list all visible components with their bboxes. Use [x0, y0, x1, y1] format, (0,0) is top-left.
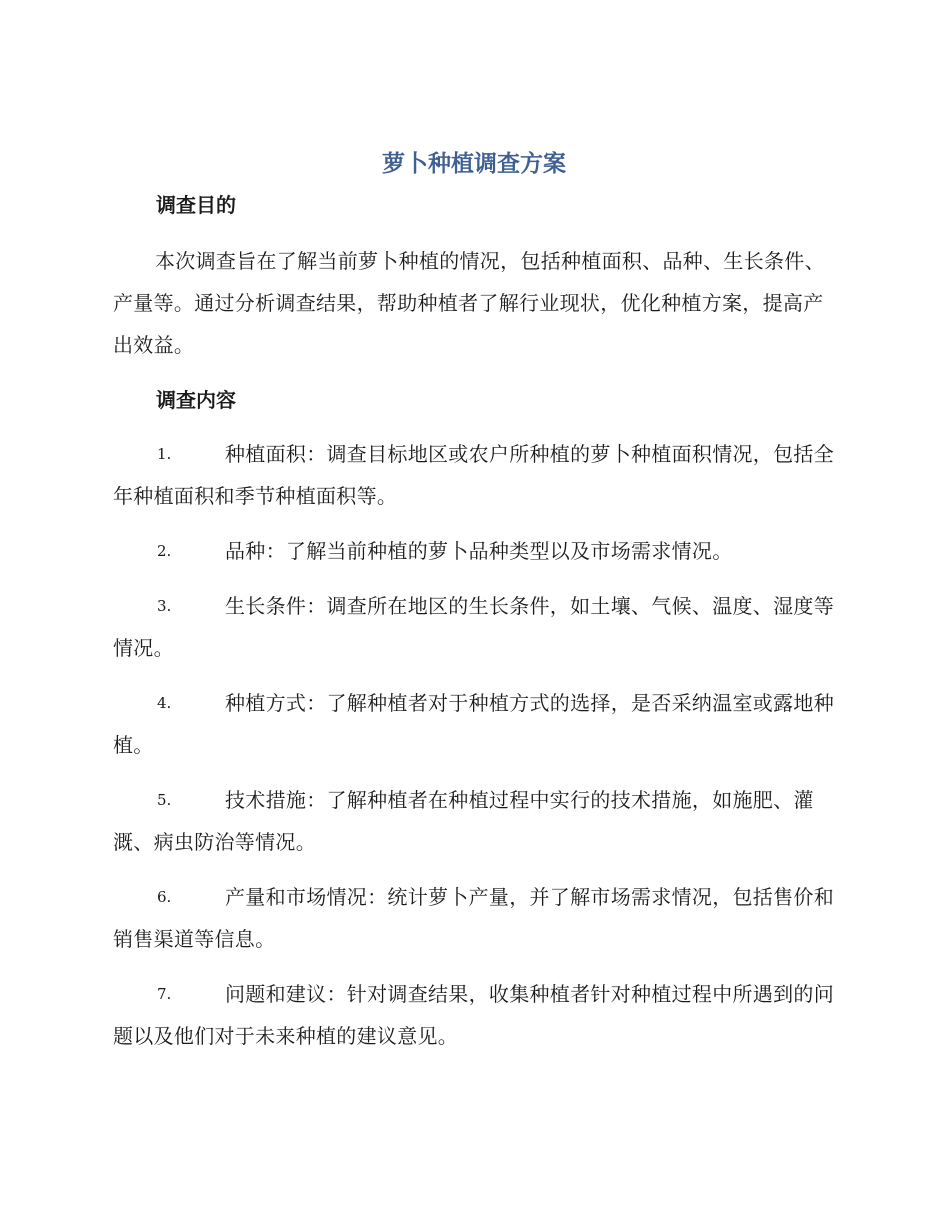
list-item-text: 产量和市场情况：统计萝卜产量，并了解市场需求情况，包括售价和销售渠道等信息。 [113, 885, 834, 951]
list-item-number: 7. [157, 985, 172, 1003]
list-item [113, 973, 835, 1057]
list-item-text: 种植面积：调查目标地区或农户所种植的萝卜种植面积情况，包括全年种植面积和季节种植面积等。 [113, 442, 834, 508]
list-item-text: 生长条件：调查所在地区的生长条件，如土壤、气候、温度、湿度等情况。 [113, 594, 834, 660]
list-item-number: 4. [157, 694, 172, 712]
list-item-number: 1. [157, 445, 172, 463]
section-heading-purpose: 调查目的 [156, 193, 236, 217]
list-item-number: 5. [157, 791, 172, 809]
list-item [113, 585, 835, 669]
document-title: 萝卜种植调查方案 [382, 151, 566, 177]
list-item-number: 6. [157, 888, 172, 906]
list-item-text: 技术措施：了解种植者在种植过程中实行的技术措施，如施肥、灌溉、病虫防治等情况。 [113, 788, 814, 854]
list-item-number: 3. [157, 597, 172, 615]
list-item [113, 779, 835, 863]
list-item-text: 品种：了解当前种植的萝卜品种类型以及市场需求情况。 [225, 539, 733, 563]
list-item-text: 问题和建议：针对调查结果，收集种植者针对种植过程中所遇到的问题以及他们对于未来种植的建议意见。 [113, 982, 834, 1048]
list-item [113, 876, 835, 960]
list-item [113, 530, 835, 572]
list-item [113, 433, 835, 517]
list-item-text: 种植方式：了解种植者对于种植方式的选择，是否采纳温室或露地种植。 [113, 691, 834, 757]
list-item-number: 2. [157, 542, 172, 560]
section-heading-content: 调查内容 [156, 388, 236, 412]
list-item [113, 682, 835, 766]
purpose-paragraph: 本次调查旨在了解当前萝卜种植的情况，包括种植面积、品种、生长条件、产量等。通过分析调查结果，帮助种植者了解行业现状，优化种植方案，提高产出效益。 [113, 249, 825, 357]
